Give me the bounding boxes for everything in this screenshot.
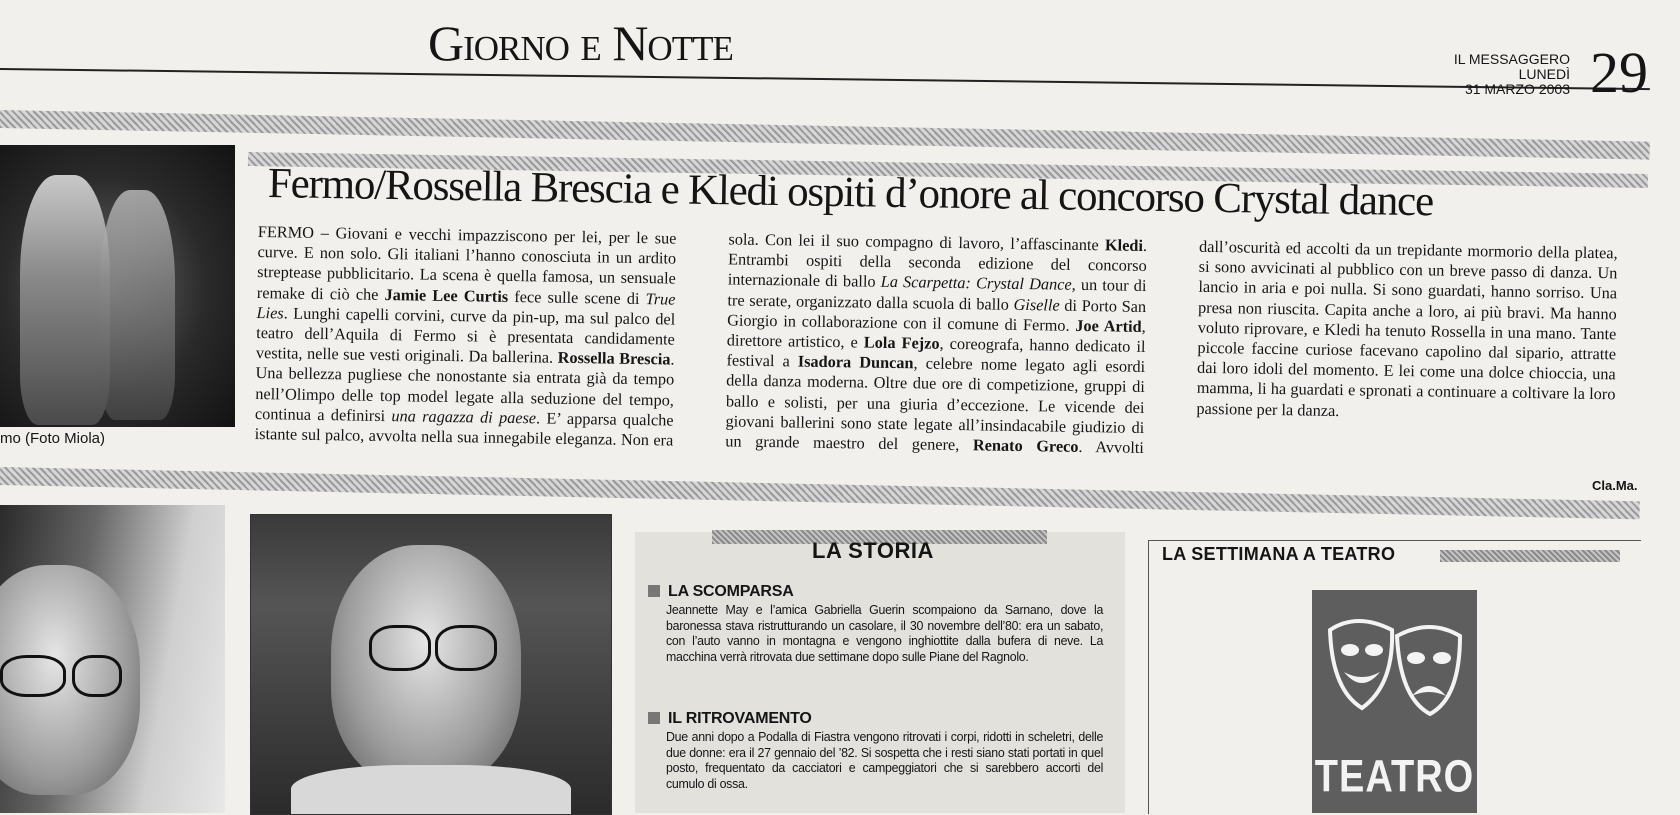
article-body (254, 222, 1618, 498)
byline: Cla.Ma. (1592, 478, 1638, 493)
dancer-figure (100, 190, 175, 420)
la-storia-heading: LA STORIA (812, 538, 934, 563)
article-paragraph: FERMO – Giovani e vecchi impazziscono per lei, per le sue curve. E non solo. Gli italiani l’hanno conosciuta in un ardito streptease pubblicitario. La scena è quella famosa, un sensuale remake di ciò che Jamie Lee Curtis fece sulle scene di True Lies. Lunghi capelli corvini, curve da pin-up, ma sul palco del teatro dell’Aquila di Fermo si è presentata candidamente vestita, nelle sue vesti originali. Da ballerina. Rossella Brescia. Una bellezza pugliese che nonostante sia entrata già da tempo nell’Olimpo delle top model legate alla seduzione del tempo, continua a definirsi una ragazza di paese. E’ apparsa qualche istante sul palco, avvolta nella sua innegabile eleganza. Non era sola. Con lei il suo compagno di lavoro, l’affascinante Kledi. Entrambi ospiti della seconda edizione del concorso internazionale di ballo La Scarpetta: Crystal Dance, un tour di tre serate, organizzato dalla scuola di ballo Giselle di Porto San Giorgio in collaborazione con il comune di Fermo. Joe Artid, direttore artistico, e Lola Fejzo, coreografa, hanno dedicato il festival a Isadora Duncan, celebre nome legato agli esordi della danza moderna. Oltre due ore di competizione, gruppi di ballo e solisti, per una giuria d’eccezione. Le vicende dei giovani ballerini sono state legate all’insindacabile giudizio di un grande maestro del genere, Renato Greco. Avvolti dall’oscurità ed accolti da un trepidante mormorio della platea, si sono avvicinati al pubblico con un breve passo di danza. Un lancio in aria e poi nulla. Si sono guardati, hanno sorriso. Una presa non riuscita. Capita anche a loro, ai più bravi. Ma hanno voluto riprovare, e Kledi ha tenuto Rossella in una mano. Tante piccole faccine curiose facevano capolino dal sipario, attratte dai loro idoli del momento. E lei come una dolce chioccia, una mamma, li ha guardati e spronati a continuare a coltivare la loro passione per la danza. (254, 222, 1618, 457)
glasses-icon (0, 655, 66, 697)
il-ritrovamento-subheading: IL RITROVAMENTO (648, 710, 812, 728)
dancer-photo (0, 145, 235, 427)
settimana-teatro-band (1440, 550, 1620, 562)
il-ritrovamento-text: Due anni dopo a Podalla di Fiastra vengono ritrovati i corpi, ridotti in scheletri, delle due donne: era il 27 gennaio del ’82. Si sospetta che i resti siano stati portati in quel posto, frequentato da cacciatori e campeggiatori che si sarebbero accorti del cumulo di ossa. (666, 729, 1104, 791)
person-name: Lola Fejzo (863, 332, 940, 353)
masthead-rule (0, 68, 1650, 90)
teatro-logo (1312, 590, 1477, 813)
article-headline: Fermo/Rossella Brescia e Kledi ospiti d’onore al concorso Crystal dance (267, 160, 1434, 226)
settimana-teatro-heading: LA SETTIMANA A TEATRO (1162, 544, 1396, 564)
la-scomparsa-subheading: LA SCOMPARSA (648, 583, 794, 601)
person-name: Kledi (1104, 235, 1144, 255)
glasses-icon (369, 625, 431, 671)
dancer-figure (20, 175, 110, 425)
person-name: Renato Greco (972, 435, 1079, 456)
quote: una ragazza di paese (391, 405, 537, 428)
portrait-photo-right (250, 514, 612, 815)
person-name: Rossella Brescia (557, 347, 671, 369)
school-name: Giselle (1013, 294, 1060, 315)
person-name: Joe Artid (1075, 315, 1142, 336)
publication-date: 31 MARZO 2003 (1464, 81, 1570, 97)
page-number: 29 (1590, 40, 1648, 105)
film-title: True Lies (256, 288, 676, 323)
glasses-icon (72, 655, 122, 697)
person-name: Isadora Duncan (797, 351, 914, 373)
teatro-logo-text: TEATRO (1314, 751, 1475, 803)
la-scomparsa-text: Jeannette May e l’amica Gabriella Guerin scompaiono da Sarnano, dove la baronessa stava ristrutturando un casolare, il 30 novembre dell’80: era un sabato, con l’auto vanno in montagna e vengono inghiottite dalla bufera di neve. La macchina verrà ritrovata due settimane dopo sulle Piane del Ragnolo. (666, 602, 1104, 664)
theatre-masks-icon (1312, 590, 1477, 760)
dateline: FERMO (257, 222, 315, 242)
event-name: La Scarpetta: Crystal Dance (880, 272, 1072, 295)
photo-caption: mo (Foto Miola) (0, 430, 106, 447)
portrait-photo-left (0, 505, 225, 813)
glasses-icon (435, 625, 497, 671)
publication-info (1420, 52, 1570, 97)
publication-name: IL MESSAGGERO (1453, 51, 1570, 67)
section-title: Giorno e Notte (428, 15, 733, 71)
portrait-face (331, 545, 521, 785)
publication-weekday: LUNEDÌ (1518, 66, 1570, 82)
portrait-shirt (291, 765, 571, 815)
person-name: Jamie Lee Curtis (384, 284, 509, 306)
